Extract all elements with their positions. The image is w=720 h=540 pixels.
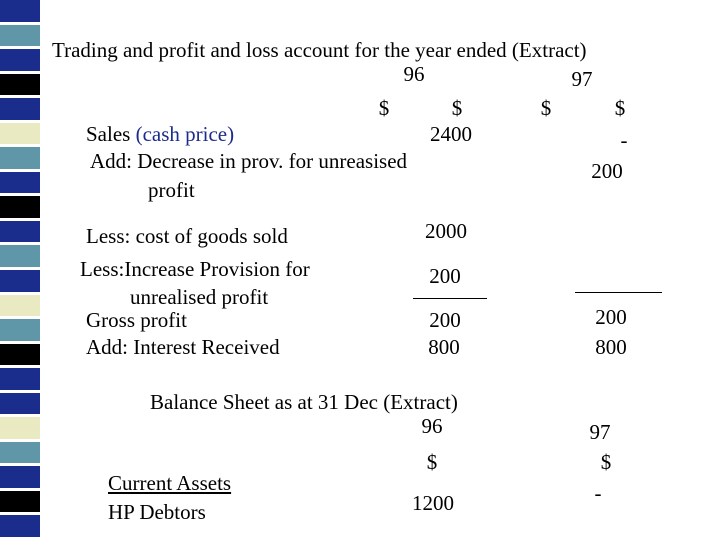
decorative-color-strip <box>0 0 40 540</box>
increase-provision-label-line1: Less:Increase Provision for <box>80 257 310 281</box>
pl-dollar-96-a: $ <box>378 96 390 120</box>
pl-header-year-97: 97 <box>571 67 593 91</box>
strip-block <box>0 368 40 390</box>
subtotal-rule-97 <box>575 292 662 293</box>
pl-header-year-96: 96 <box>403 62 425 86</box>
sales-note: (cash price) <box>135 122 235 146</box>
sales-label: Sales <box>86 122 131 146</box>
sales-96-value: 2400 <box>430 122 472 146</box>
cogs-label: Less: cost of goods sold <box>86 224 288 248</box>
strip-block <box>0 491 40 513</box>
bs-header-year-96: 96 <box>421 414 443 438</box>
gross-profit-label: Gross profit <box>86 308 187 332</box>
pl-dollar-97-a: $ <box>540 96 552 120</box>
sales-row-label <box>86 122 234 146</box>
strip-block <box>0 393 40 415</box>
strip-block <box>0 221 40 243</box>
strip-block <box>0 515 40 537</box>
strip-block <box>0 98 40 120</box>
bs-dollar-96: $ <box>426 450 438 474</box>
hp-debtors-97-value: - <box>594 481 602 505</box>
interest-received-label: Add: Interest Received <box>86 335 280 359</box>
bs-header-year-97: 97 <box>589 420 611 444</box>
strip-block <box>0 466 40 488</box>
strip-block <box>0 0 40 22</box>
interest-received-97-value: 800 <box>595 335 627 359</box>
strip-block <box>0 245 40 267</box>
sales-97-value: - <box>620 128 628 152</box>
strip-block <box>0 147 40 169</box>
strip-block <box>0 319 40 341</box>
strip-block <box>0 344 40 366</box>
balance-sheet-title: Balance Sheet as at 31 Dec (Extract) <box>150 390 458 414</box>
add-decrease-label-line1: Add: Decrease in prov. for unreasised <box>90 149 408 173</box>
strip-block <box>0 295 40 317</box>
strip-block <box>0 196 40 218</box>
add-decrease-label-line2: profit <box>148 178 195 202</box>
pl-account-title: Trading and profit and loss account for the year ended (Extract) <box>52 38 587 62</box>
strip-block <box>0 172 40 194</box>
bs-dollar-97: $ <box>600 450 612 474</box>
hp-debtors-label: HP Debtors <box>108 500 206 524</box>
strip-block <box>0 123 40 145</box>
increase-provision-label-line2: unrealised profit <box>130 285 269 309</box>
add-decrease-97-value: 200 <box>591 159 623 183</box>
hp-debtors-96-value: 1200 <box>412 491 454 515</box>
pl-dollar-96-b: $ <box>451 96 463 120</box>
pl-dollar-97-b: $ <box>614 96 626 120</box>
strip-block <box>0 74 40 96</box>
subtotal-rule-96 <box>413 298 487 299</box>
current-assets-heading: Current Assets <box>108 471 232 495</box>
interest-received-96-value: 800 <box>428 335 460 359</box>
increase-provision-96-value: 200 <box>429 264 461 288</box>
cogs-96-value: 2000 <box>425 219 467 243</box>
gross-profit-97-value: 200 <box>595 305 627 329</box>
strip-block <box>0 442 40 464</box>
strip-block <box>0 49 40 71</box>
strip-block <box>0 270 40 292</box>
gross-profit-96-value: 200 <box>429 308 461 332</box>
strip-block <box>0 25 40 47</box>
strip-block <box>0 417 40 439</box>
